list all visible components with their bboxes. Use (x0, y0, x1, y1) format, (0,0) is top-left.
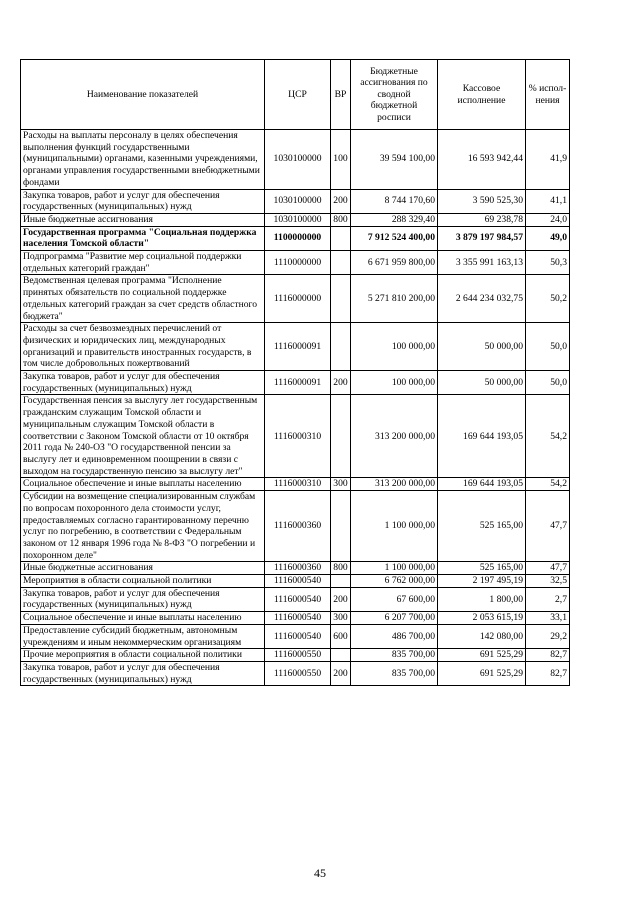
row-vr (331, 226, 351, 250)
row-vr: 100 (331, 130, 351, 190)
table-row (21, 612, 570, 625)
row-exec: 16 593 942,44 (438, 130, 526, 190)
row-name: Государственная программа "Социальная поддержка населения Томской области" (21, 226, 265, 250)
row-pct: 2,7 (526, 587, 570, 611)
row-csr: 1116000000 (265, 275, 331, 323)
row-name: Подпрограмма "Развитие мер социальной поддержки отдельных категорий граждан" (21, 251, 265, 275)
row-vr: 200 (331, 189, 351, 213)
row-pct: 47,7 (526, 562, 570, 575)
row-vr: 300 (331, 478, 351, 491)
row-pct: 41,1 (526, 189, 570, 213)
row-exec: 2 053 615,19 (438, 612, 526, 625)
row-vr (331, 395, 351, 478)
row-pct: 54,2 (526, 478, 570, 491)
row-plan: 100 000,00 (351, 323, 438, 371)
header-csr: ЦСР (265, 60, 331, 130)
row-csr: 1116000540 (265, 587, 331, 611)
table-row (21, 226, 570, 250)
row-vr: 200 (331, 587, 351, 611)
row-csr: 1030100000 (265, 189, 331, 213)
table-row (21, 395, 570, 478)
row-csr: 1116000540 (265, 575, 331, 588)
row-name: Социальное обеспечение и иные выплаты населению (21, 478, 265, 491)
table-row (21, 275, 570, 323)
row-pct: 54,2 (526, 395, 570, 478)
row-plan: 7 912 524 400,00 (351, 226, 438, 250)
row-name: Социальное обеспечение и иные выплаты населению (21, 612, 265, 625)
row-exec: 1 800,00 (438, 587, 526, 611)
page-number: 45 (314, 866, 326, 880)
table-row (21, 130, 570, 190)
row-exec: 50 000,00 (438, 323, 526, 371)
row-exec: 3 879 197 984,57 (438, 226, 526, 250)
row-name: Иные бюджетные ассигнования (21, 562, 265, 575)
row-csr: 1110000000 (265, 251, 331, 275)
row-name: Закупка товаров, работ и услуг для обеспечения государственных (муниципальных) нужд (21, 189, 265, 213)
header-name: Наименование показателей (21, 60, 265, 130)
row-csr: 1116000540 (265, 612, 331, 625)
row-pct: 33,1 (526, 612, 570, 625)
header-exec: Кассовое исполнение (438, 60, 526, 130)
row-exec: 525 165,00 (438, 562, 526, 575)
row-pct: 49,0 (526, 226, 570, 250)
row-csr: 1030100000 (265, 213, 331, 226)
row-vr: 200 (331, 371, 351, 395)
row-pct: 50,0 (526, 323, 570, 371)
row-csr: 1116000310 (265, 478, 331, 491)
row-pct: 41,9 (526, 130, 570, 190)
row-vr (331, 649, 351, 662)
row-vr: 800 (331, 562, 351, 575)
row-vr (331, 491, 351, 562)
row-exec: 3 355 991 163,13 (438, 251, 526, 275)
row-csr: 1116000091 (265, 371, 331, 395)
row-exec: 2 644 234 032,75 (438, 275, 526, 323)
row-exec: 142 080,00 (438, 624, 526, 648)
table-row (21, 323, 570, 371)
row-exec: 691 525,29 (438, 649, 526, 662)
table-row (21, 575, 570, 588)
header-vr: ВР (331, 60, 351, 130)
row-name: Расходы за счет безвозмездных перечислений от физических и юридических лиц, международных организаций и правительств иностранных государств, в том числе добровольных пожертвований (21, 323, 265, 371)
row-name: Предоставление субсидий бюджетным, автономным учреждениям и иным некоммерческим организациям (21, 624, 265, 648)
row-vr: 600 (331, 624, 351, 648)
row-name: Ведомственная целевая программа "Исполнение принятых обязательств по социальной поддержке отдельных категорий граждан за счет средств областного бюджета" (21, 275, 265, 323)
row-csr: 1116000091 (265, 323, 331, 371)
row-plan: 100 000,00 (351, 371, 438, 395)
row-name: Иные бюджетные ассигнования (21, 213, 265, 226)
row-vr: 200 (331, 661, 351, 685)
row-pct: 82,7 (526, 661, 570, 685)
row-name: Закупка товаров, работ и услуг для обеспечения государственных (муниципальных) нужд (21, 587, 265, 611)
table-row (21, 478, 570, 491)
table-row (21, 189, 570, 213)
row-plan: 835 700,00 (351, 661, 438, 685)
row-pct: 82,7 (526, 649, 570, 662)
row-csr: 1116000540 (265, 624, 331, 648)
row-csr: 1116000550 (265, 661, 331, 685)
table-row (21, 371, 570, 395)
row-pct: 50,2 (526, 275, 570, 323)
row-plan: 288 329,40 (351, 213, 438, 226)
row-plan: 67 600,00 (351, 587, 438, 611)
row-pct: 50,3 (526, 251, 570, 275)
row-exec: 2 197 495,19 (438, 575, 526, 588)
row-name: Закупка товаров, работ и услуг для обеспечения государственных (муниципальных) нужд (21, 371, 265, 395)
table-row (21, 491, 570, 562)
row-exec: 69 238,78 (438, 213, 526, 226)
row-plan: 39 594 100,00 (351, 130, 438, 190)
row-name: Закупка товаров, работ и услуг для обеспечения государственных (муниципальных) нужд (21, 661, 265, 685)
row-plan: 6 762 000,00 (351, 575, 438, 588)
row-name: Субсидии на возмещение специализированным службам по вопросам похоронного дела стоимости услуг, предоставляемых согласно гарантированному перечню услуг по погребению, в соответствии с Федеральным законом от 12 января 1996 года № 8-ФЗ "О погребении и похоронном деле" (21, 491, 265, 562)
row-exec: 525 165,00 (438, 491, 526, 562)
row-plan: 5 271 810 200,00 (351, 275, 438, 323)
row-vr (331, 275, 351, 323)
row-plan: 6 671 959 800,00 (351, 251, 438, 275)
row-csr: 1100000000 (265, 226, 331, 250)
table-row (21, 251, 570, 275)
row-pct: 32,5 (526, 575, 570, 588)
row-vr (331, 323, 351, 371)
table-header (21, 60, 570, 130)
row-pct: 50,0 (526, 371, 570, 395)
table-row (21, 649, 570, 662)
table-row (21, 562, 570, 575)
table-body (21, 130, 570, 686)
row-exec: 691 525,29 (438, 661, 526, 685)
header-pct: % испол-нения (526, 60, 570, 130)
row-vr (331, 575, 351, 588)
row-name: Прочие мероприятия в области социальной политики (21, 649, 265, 662)
row-exec: 169 644 193,05 (438, 395, 526, 478)
row-csr: 1116000360 (265, 491, 331, 562)
row-csr: 1116000550 (265, 649, 331, 662)
row-plan: 486 700,00 (351, 624, 438, 648)
budget-execution-table (20, 59, 570, 686)
table-row (21, 661, 570, 685)
row-plan: 1 100 000,00 (351, 562, 438, 575)
row-plan: 313 200 000,00 (351, 395, 438, 478)
table-row (21, 587, 570, 611)
table-row (21, 624, 570, 648)
row-vr: 800 (331, 213, 351, 226)
row-plan: 313 200 000,00 (351, 478, 438, 491)
row-csr: 1116000360 (265, 562, 331, 575)
row-exec: 50 000,00 (438, 371, 526, 395)
row-name: Государственная пенсия за выслугу лет государственным гражданским служащим Томской области и муниципальным служащим Томской области в соответствии с Законом Томской области от 10 октября 2011 года № 240-ОЗ "О государственной пенсии за выслугу лет и единовременном поощрении в связи с выходом на государственную пенсию за выслугу лет" (21, 395, 265, 478)
row-pct: 24,0 (526, 213, 570, 226)
row-vr: 300 (331, 612, 351, 625)
row-vr (331, 251, 351, 275)
row-pct: 29,2 (526, 624, 570, 648)
row-csr: 1116000310 (265, 395, 331, 478)
row-pct: 47,7 (526, 491, 570, 562)
row-csr: 1030100000 (265, 130, 331, 190)
table-row (21, 213, 570, 226)
header-plan: Бюджетные ассигнования по сводной бюджетной росписи (351, 60, 438, 130)
row-plan: 835 700,00 (351, 649, 438, 662)
row-name: Расходы на выплаты персоналу в целях обеспечения выполнения функций государственными (муниципальными) органами, казенными учреждениями, органами управления государственными внебюджетными фондами (21, 130, 265, 190)
row-plan: 6 207 700,00 (351, 612, 438, 625)
row-name: Мероприятия в области социальной политики (21, 575, 265, 588)
row-plan: 8 744 170,60 (351, 189, 438, 213)
row-plan: 1 100 000,00 (351, 491, 438, 562)
row-exec: 3 590 525,30 (438, 189, 526, 213)
row-exec: 169 644 193,05 (438, 478, 526, 491)
